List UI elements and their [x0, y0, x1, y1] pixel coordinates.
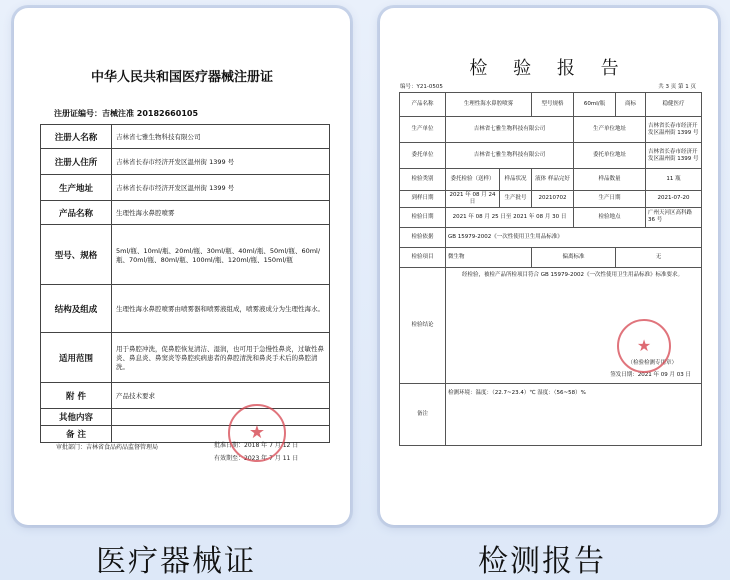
cell: 生产单位地址	[574, 117, 646, 143]
cell: 备注	[400, 383, 446, 445]
row-label: 注册人名称	[41, 125, 112, 149]
row-label: 产品名称	[41, 201, 112, 225]
cell: 商标	[616, 93, 646, 117]
table-row	[41, 333, 330, 383]
certificate-table	[40, 124, 330, 443]
valid-date: 有效期至：2023 年 7 月 11 日	[214, 455, 299, 462]
table-row	[41, 383, 330, 409]
row-label: 备 注	[41, 426, 112, 443]
cell: 11 瓶	[646, 169, 702, 191]
cell: 样品状况	[500, 169, 532, 191]
cell: 检测环境：温度：（22.7~23.4）℃ 湿度：（56~58）%	[446, 383, 702, 445]
row-label: 附 件	[41, 383, 112, 409]
cell: 稳健医疗	[646, 93, 702, 117]
cell: 吉林省长春市经济开发区温州街 1399 号	[646, 143, 702, 169]
row-value: 吉林省长春市经济开发区温州街 1399 号	[112, 175, 330, 201]
row-label: 适用范围	[41, 333, 112, 383]
row-value: 产品技术要求	[112, 383, 330, 409]
sign-date: 签发日期：2021 年 09 月 03 日	[610, 371, 692, 378]
row-label: 结构及组成	[41, 285, 112, 333]
table-row	[400, 169, 702, 191]
table-row	[41, 149, 330, 175]
table-row	[41, 409, 330, 426]
cell: 广州天河区高科路 36 号	[646, 207, 702, 227]
cell: 检验日期	[400, 207, 446, 227]
cell: 委托检验（送样）	[446, 169, 500, 191]
row-label: 生产地址	[41, 175, 112, 201]
row-value: 5ml/瓶、10ml/瓶、20ml/瓶、30ml/瓶、40ml/瓶、50ml/瓶、60ml/瓶、70ml/瓶、80ml/瓶、100ml/瓶、120ml/瓶、150ml/瓶	[112, 225, 330, 285]
cell: 生产批号	[500, 191, 532, 208]
report-table	[399, 92, 702, 446]
table-row	[400, 247, 702, 267]
registration-label: 注册证编号：	[54, 109, 102, 118]
row-label: 注册人住所	[41, 149, 112, 175]
table-row	[400, 383, 702, 445]
cell: 生理性海水鼻腔喷雾	[446, 93, 532, 117]
certificate-card	[14, 8, 350, 525]
table-row	[400, 117, 702, 143]
table-row	[41, 225, 330, 285]
row-value: 吉林省七雅生物科技有限公司	[112, 125, 330, 149]
row-value: 生理性海水鼻腔喷雾	[112, 201, 330, 225]
report-number: 编号：Y21-0505	[400, 84, 443, 90]
cell: 微生物	[446, 247, 532, 267]
registration-value: 吉械注准 20182660105	[102, 109, 199, 118]
cell: 检验类别	[400, 169, 446, 191]
cell: 2021-07-20	[646, 191, 702, 208]
table-row	[41, 125, 330, 149]
certificate-title: 中华人民共和国医疗器械注册证	[90, 70, 273, 85]
official-seal-icon: ★	[228, 404, 286, 462]
table-row	[400, 227, 702, 247]
conclusion-cell	[446, 267, 702, 383]
seal-text: （检验检测专用章）	[627, 359, 678, 366]
cell: 检验结论	[400, 267, 446, 383]
cell: 产品名称	[400, 93, 446, 117]
row-value	[112, 409, 330, 426]
cell: 生产单位	[400, 117, 446, 143]
cell: 60ml/瓶	[574, 93, 616, 117]
row-label: 型号、规格	[41, 225, 112, 285]
table-row	[400, 267, 702, 383]
caption-right: 检测报告	[478, 544, 606, 579]
table-row	[41, 175, 330, 201]
report-card	[380, 8, 718, 525]
cell: 生产日期	[574, 191, 646, 208]
cell: 液体 样品完好	[532, 169, 574, 191]
table-row	[41, 285, 330, 333]
cell: 无	[616, 247, 702, 267]
table-row	[41, 201, 330, 225]
cell: 型号规格	[532, 93, 574, 117]
cell: 到样日期	[400, 191, 446, 208]
issuer-text: 审批部门：吉林省食品药品监督管理局	[56, 444, 159, 451]
table-row	[400, 93, 702, 117]
table-row	[400, 207, 702, 227]
page-count: 共 3 页 第 1 页	[658, 84, 696, 90]
row-value: 生理性海水鼻腔喷雾由喷雾器和喷雾液组成，喷雾液成分为生理性海水。	[112, 285, 330, 333]
cell: GB 15979-2002《一次性使用卫生用品标准》	[446, 227, 702, 247]
conclusion-text: 经检验，被检产品所检项目符合 GB 15979-2002《一次性使用卫生用品标准》标准要求。	[462, 271, 684, 278]
cell: 吉林省七雅生物科技有限公司	[446, 143, 574, 169]
cell: 吉林省七雅生物科技有限公司	[446, 117, 574, 143]
approve-date: 批准日期：2018 年 7 月 12 日	[214, 442, 299, 449]
registration-number	[54, 108, 198, 119]
cell: 20210702	[532, 191, 574, 208]
cell: 2021 年 08 月 24 日	[446, 191, 500, 208]
cell: 样品数量	[574, 169, 646, 191]
cell: 检验地点	[574, 207, 646, 227]
table-row	[400, 191, 702, 208]
caption-left: 医疗器械证	[96, 544, 256, 579]
row-value: 用于鼻腔冲洗，促鼻腔恢复清洁、湿润，也可用于急慢性鼻炎，过敏性鼻炎、鼻息炎、鼻窦炎等鼻腔疾病患者的鼻腔清洗和鼻炎手术后的鼻腔清洗。	[112, 333, 330, 383]
cell: 委托单位地址	[574, 143, 646, 169]
table-row	[400, 143, 702, 169]
row-label: 其他内容	[41, 409, 112, 426]
inspection-seal-icon: ★	[617, 319, 671, 373]
cell: 偏离标准	[532, 247, 616, 267]
cell: 委托单位	[400, 143, 446, 169]
cell: 2021 年 08 月 25 日至 2021 年 08 月 30 日	[446, 207, 574, 227]
cell: 吉林省长春市经济开发区温州街 1399 号	[646, 117, 702, 143]
cell: 检验项目	[400, 247, 446, 267]
cell: 检验依据	[400, 227, 446, 247]
report-title: 检 验 报 告	[469, 58, 629, 79]
row-value: 吉林省长春市经济开发区温州街 1399 号	[112, 149, 330, 175]
